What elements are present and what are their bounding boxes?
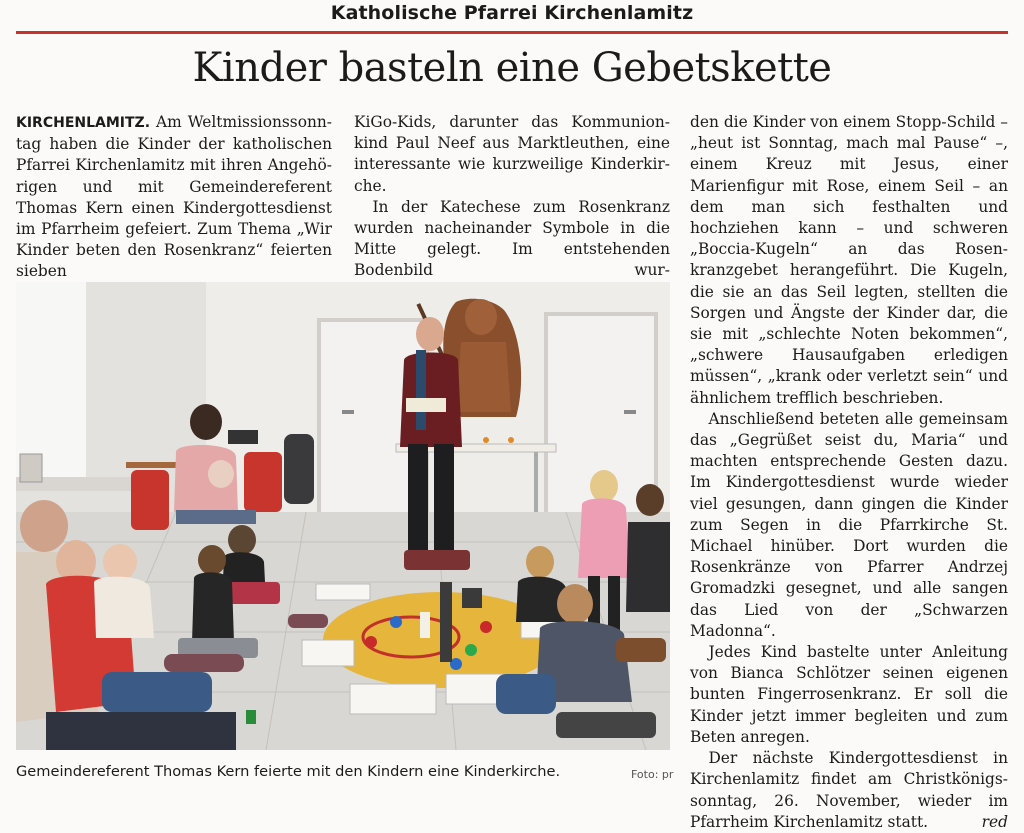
section-rubric: Katholische Pfarrei Kirchenlamitz: [330, 2, 694, 24]
signoff: red: [981, 812, 1008, 831]
paragraph-4: Jedes Kind bastelte unter Anleitung von Bianca Schlötzer seinen eigenen bunten Fingerrosenkranz. Er soll die Kinder jetzt immer begleiten und zum Beten anregen.: [690, 643, 1008, 746]
article-column-2: [354, 112, 670, 282]
article-column-3: [690, 112, 1008, 833]
paragraph-1a: KIRCHENLAMITZ. Am Weltmissionssonntag haben die Kinder der katholischen Pfarrei Kirchenlamitz mit ihren Angehörigen und mit Gemeindereferent Thomas Kern einen Kindergottesdienst im Pfarrheim gefeiert. Zum Thema „Wir Kinder beten den Rosenkranz“ feierten sieben: [16, 113, 332, 281]
photo-credit: Foto: pr: [631, 768, 674, 781]
photo-caption: Gemeindereferent Thomas Kern feierte mit den Kindern eine Kinderkirche.: [16, 763, 561, 780]
paragraph-2b: den die Kinder von einem Stopp-Schild – „heut ist Sonntag, mach mal Pause“ –, einem Kreuz mit Jesus, einer Marienfigur mit Rose, einem Seil – an dem man sich festhalten und hochziehen kann – und schweren „Boccia-Kugeln“ an das Rosenkranzgebet herangeführt. Die Kugeln, die sie an das Seil legten, stellten die Sorgen und Ängste der Kinder dar, die sie mit „schlechte Noten bekommen“, „schwere Hausaufgaben erledigen müssen“, „krank oder verletzt sein“ und ähnlichem trefflich beschrieben.: [690, 113, 1008, 407]
article-photo: [16, 282, 670, 750]
headline: Kinder basteln eine Gebetskette: [192, 45, 832, 91]
photo-illustration: [16, 282, 670, 750]
article-column-1: [16, 112, 332, 283]
red-rule: [16, 31, 1008, 34]
dateline: KIRCHENLAMITZ.: [16, 115, 151, 131]
paragraph-2a: In der Katechese zum Rosenkranz wurden nacheinander Symbole in die Mitte gelegt. Im entstehenden Bodenbild wur-: [354, 197, 670, 280]
paragraph-3: Anschließend beteten alle gemeinsam das „Gegrüßet seist du, Maria“ und machten entsprechende Gesten dazu. Im Kindergottesdienst wurde wieder viel gesungen, dann gingen die Kinder zum Segen in die Pfarrkirche St. Michael hinüber. Dort wurden die Rosenkränze von Pfarrer Andrzej Gromadzki gesegnet, und alle sangen das Lied von der „Schwarzen Madonna“.: [690, 409, 1008, 640]
paragraph-5: Der nächste Kindergottesdienst in Kirchenlamitz findet am Christkönigssonntag, 26. November, wieder im Pfarrheim Kirchenlamitz statt. red: [690, 748, 1008, 833]
paragraph-1b: KiGo-Kids, darunter das Kommunionkind Paul Neef aus Marktleuthen, eine interessante wie kurzweilige Kinderkirche.: [354, 113, 670, 195]
